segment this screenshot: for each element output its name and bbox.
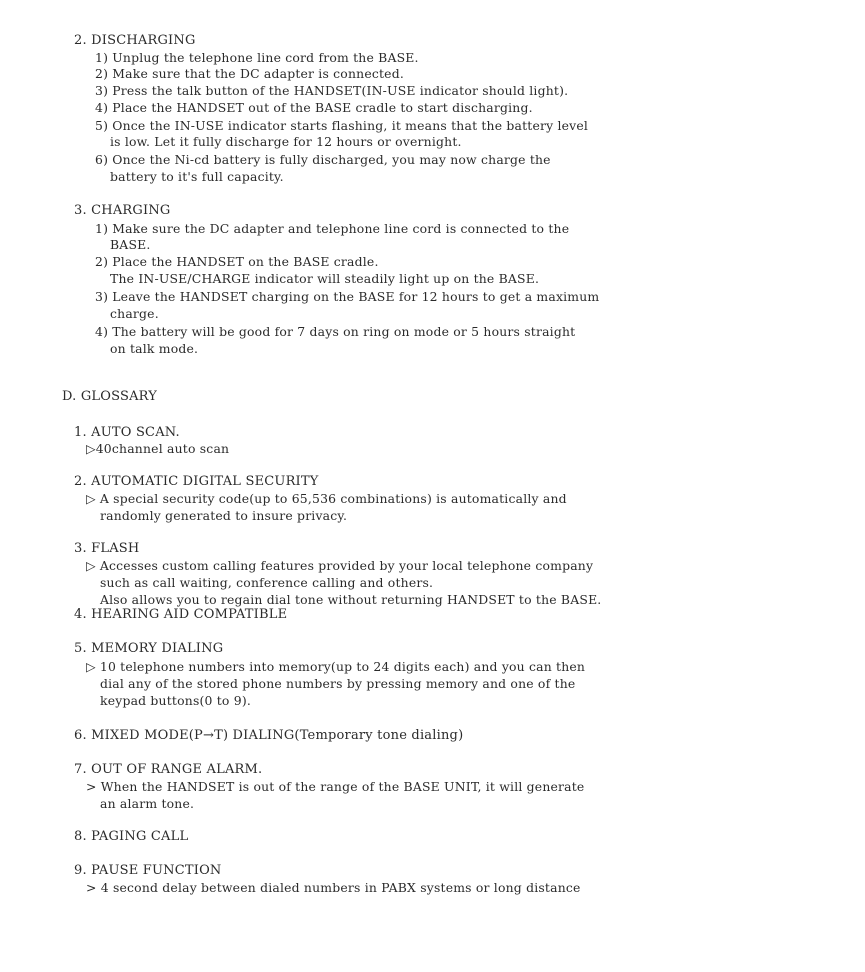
glossary-item-desc: randomly generated to insure privacy. (100, 508, 348, 523)
glossary-item-desc: > When the HANDSET is out of the range of the BASE UNIT, it will generate (86, 779, 585, 794)
charging-step-cont: on talk mode. (110, 341, 199, 356)
section-heading-glossary: D. GLOSSARY (62, 389, 158, 404)
discharging-step: 4) Place the HANDSET out of the BASE cradle to start discharging. (95, 100, 533, 115)
section-heading-charging: 3. CHARGING (74, 203, 171, 218)
glossary-item-title: 4. HEARING AID COMPATIBLE (74, 607, 288, 622)
glossary-item-desc: an alarm tone. (100, 796, 195, 811)
glossary-item-desc: dial any of the stored phone numbers by pressing memory and one of the (100, 676, 576, 691)
discharging-step: 2) Make sure that the DC adapter is connected. (95, 66, 404, 81)
glossary-item-desc: Also allows you to regain dial tone without returning HANDSET to the BASE. (100, 592, 602, 607)
glossary-item-title: 1. AUTO SCAN. (74, 425, 180, 440)
charging-step-cont: charge. (110, 306, 159, 321)
discharging-step-cont: is low. Let it fully discharge for 12 hours or overnight. (110, 134, 462, 149)
charging-step-cont: The IN-USE/CHARGE indicator will steadily light up on the BASE. (110, 271, 540, 286)
charging-step: 1) Make sure the DC adapter and telephone line cord is connected to the (95, 221, 570, 236)
discharging-step: 5) Once the IN-USE indicator starts flashing, it means that the battery level (95, 118, 589, 133)
glossary-item-title: 2. AUTOMATIC DIGITAL SECURITY (74, 474, 319, 489)
charging-step-cont: BASE. (110, 237, 151, 252)
section-heading-discharging: 2. DISCHARGING (74, 33, 196, 48)
discharging-step: 3) Press the talk button of the HANDSET(IN-USE indicator should light). (95, 83, 569, 98)
glossary-item-desc: ▷ Accesses custom calling features provided by your local telephone company (86, 558, 594, 573)
glossary-item-desc: > 4 second delay between dialed numbers in PABX systems or long distance (86, 880, 581, 895)
glossary-item-title: 8. PAGING CALL (74, 829, 189, 844)
glossary-item-desc: ▷ A special security code(up to 65,536 combinations) is automatically and (86, 491, 567, 506)
charging-step: 3) Leave the HANDSET charging on the BASE for 12 hours to get a maximum (95, 289, 600, 304)
charging-step: 4) The battery will be good for 7 days on ring on mode or 5 hours straight (95, 324, 576, 339)
glossary-item-title: 9. PAUSE FUNCTION (74, 863, 222, 878)
glossary-item-title: 3. FLASH (74, 541, 140, 556)
glossary-item-title: 6. MIXED MODE(P→T) DIALING(Temporary tone dialing) (74, 728, 464, 743)
glossary-item-title: 7. OUT OF RANGE ALARM. (74, 762, 263, 777)
glossary-item-desc: ▷ 10 telephone numbers into memory(up to 24 digits each) and you can then (86, 659, 586, 674)
charging-step: 2) Place the HANDSET on the BASE cradle. (95, 254, 379, 269)
glossary-item-title: 5. MEMORY DIALING (74, 641, 224, 656)
discharging-step: 6) Once the Ni-cd battery is fully discharged, you may now charge the (95, 152, 551, 167)
discharging-step-cont: battery to it's full capacity. (110, 169, 284, 184)
glossary-item-desc: keypad buttons(0 to 9). (100, 693, 251, 708)
glossary-item-desc: ▷40channel auto scan (86, 441, 230, 456)
discharging-step: 1) Unplug the telephone line cord from the BASE. (95, 50, 419, 65)
glossary-item-desc: such as call waiting, conference calling and others. (100, 575, 434, 590)
